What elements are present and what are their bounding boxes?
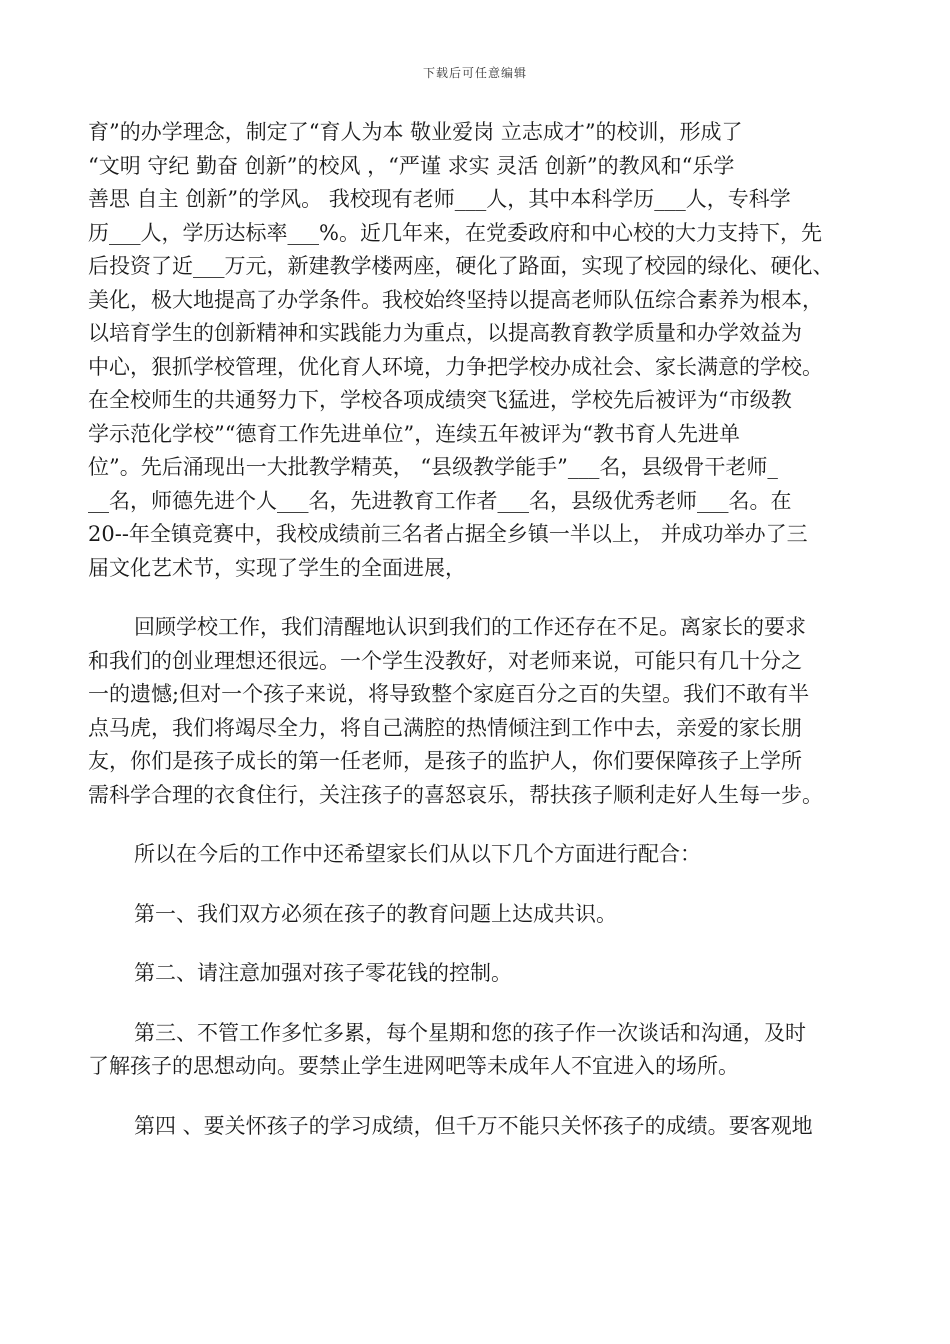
- text-line: 回顾学校工作，我们清醒地认识到我们的工作还存在不足。离家长的要求: [134, 615, 806, 639]
- paragraph-point-two: [88, 957, 878, 991]
- text-line: 第四 、要关怀孩子的学习成绩，但千万不能只关怀孩子的成绩。要客观地: [134, 1113, 813, 1138]
- paragraph-point-four: [88, 1110, 878, 1144]
- text-line: 后投资了近___万元，新建教学楼两座，硬化了路面，实现了校园的绿化、硬化、: [88, 254, 834, 278]
- text-line: 需科学合理的衣食住行，关注孩子的喜怒哀乐，帮扶孩子顺利走好人生每一步。: [88, 782, 823, 807]
- document-body: [88, 116, 878, 1143]
- paragraph-cooperation-intro: [88, 838, 878, 872]
- text-line: 善思 自主 创新”的学风。 我校现有老师___人，其中本科学历___人，专科学: [88, 187, 791, 211]
- text-line: 学示范化学校”“德育工作先进单位”，连续五年被评为“教书育人先进单: [88, 421, 740, 446]
- text-line: “文明 守纪 勤奋 创新”的校风 ，“严谨 求实 灵活 创新”的教风和“乐学: [88, 153, 735, 178]
- text-line: __名，师德先进个人___名，先进教育工作者___名，县级优秀老师___名。在: [88, 488, 792, 513]
- text-line: 在全校师生的共通努力下，学校各项成绩突飞猛进，学校先后被评为“市级教: [88, 388, 792, 412]
- paragraph-point-three: [88, 1017, 878, 1084]
- text-line: 美化，极大地提高了办学条件。我校始终坚持以提高老师队伍综合素养为根本，: [88, 287, 823, 312]
- text-line: 所以在今后的工作中还希望家长们从以下几个方面进行配合：: [134, 842, 701, 866]
- page-header-note: 下载后可任意编辑: [422, 66, 527, 80]
- paragraph-review: [88, 611, 878, 812]
- text-line: 第二、请注意加强对孩子零花钱的控制。: [134, 961, 512, 985]
- text-line: 和我们的创业理想还很远。一个学生没教好，对老师来说，可能只有几十分之: [88, 648, 802, 673]
- text-line: 了解孩子的思想动向。要禁止学生进网吧等未成年人不宜进入的场所。: [88, 1054, 739, 1078]
- text-line: 点马虎，我们将竭尽全力，将自己满腔的热情倾注到工作中去，亲爱的家长朋: [88, 715, 802, 740]
- text-line: 第三、不管工作多忙多累，每个星期和您的孩子作一次谈话和沟通，及时: [134, 1020, 806, 1045]
- paragraph-school-intro: [88, 116, 878, 585]
- text-line: 位”。先后涌现出一大批教学精英， “县级教学能手”___名，县级骨干老师_: [88, 455, 778, 479]
- text-line: 友，你们是孩子成长的第一任老师，是孩子的监护人，你们要保障孩子上学所: [88, 749, 802, 773]
- text-line: 以培育学生的创新精神和实践能力为重点，以提高教育教学质量和办学效益为: [88, 321, 802, 345]
- text-line: 一的遗憾;但对一个孩子来说，将导致整个家庭百分之百的失望。我们不敢有半: [88, 682, 810, 706]
- text-line: 育”的办学理念，制定了“育人为本 敬业爱岗 立志成才”的校训，形成了: [88, 120, 743, 144]
- text-line: 第一、我们双方必须在孩子的教育问题上达成共识。: [134, 901, 617, 926]
- text-line: 届文化艺术节，实现了学生的全面进展，: [88, 555, 466, 580]
- text-line: 历___人，学历达标率___%。近几年来，在党委政府和中心校的大力支持下，先: [88, 220, 822, 245]
- paragraph-point-one: [88, 898, 878, 932]
- text-line: 20--年全镇竞赛中，我校成绩前三名者占据全乡镇一半以上， 并成功举办了三: [88, 522, 808, 546]
- text-line: 中心，狠抓学校管理，优化育人环境，力争把学校办成社会、家长满意的学校。: [88, 354, 823, 379]
